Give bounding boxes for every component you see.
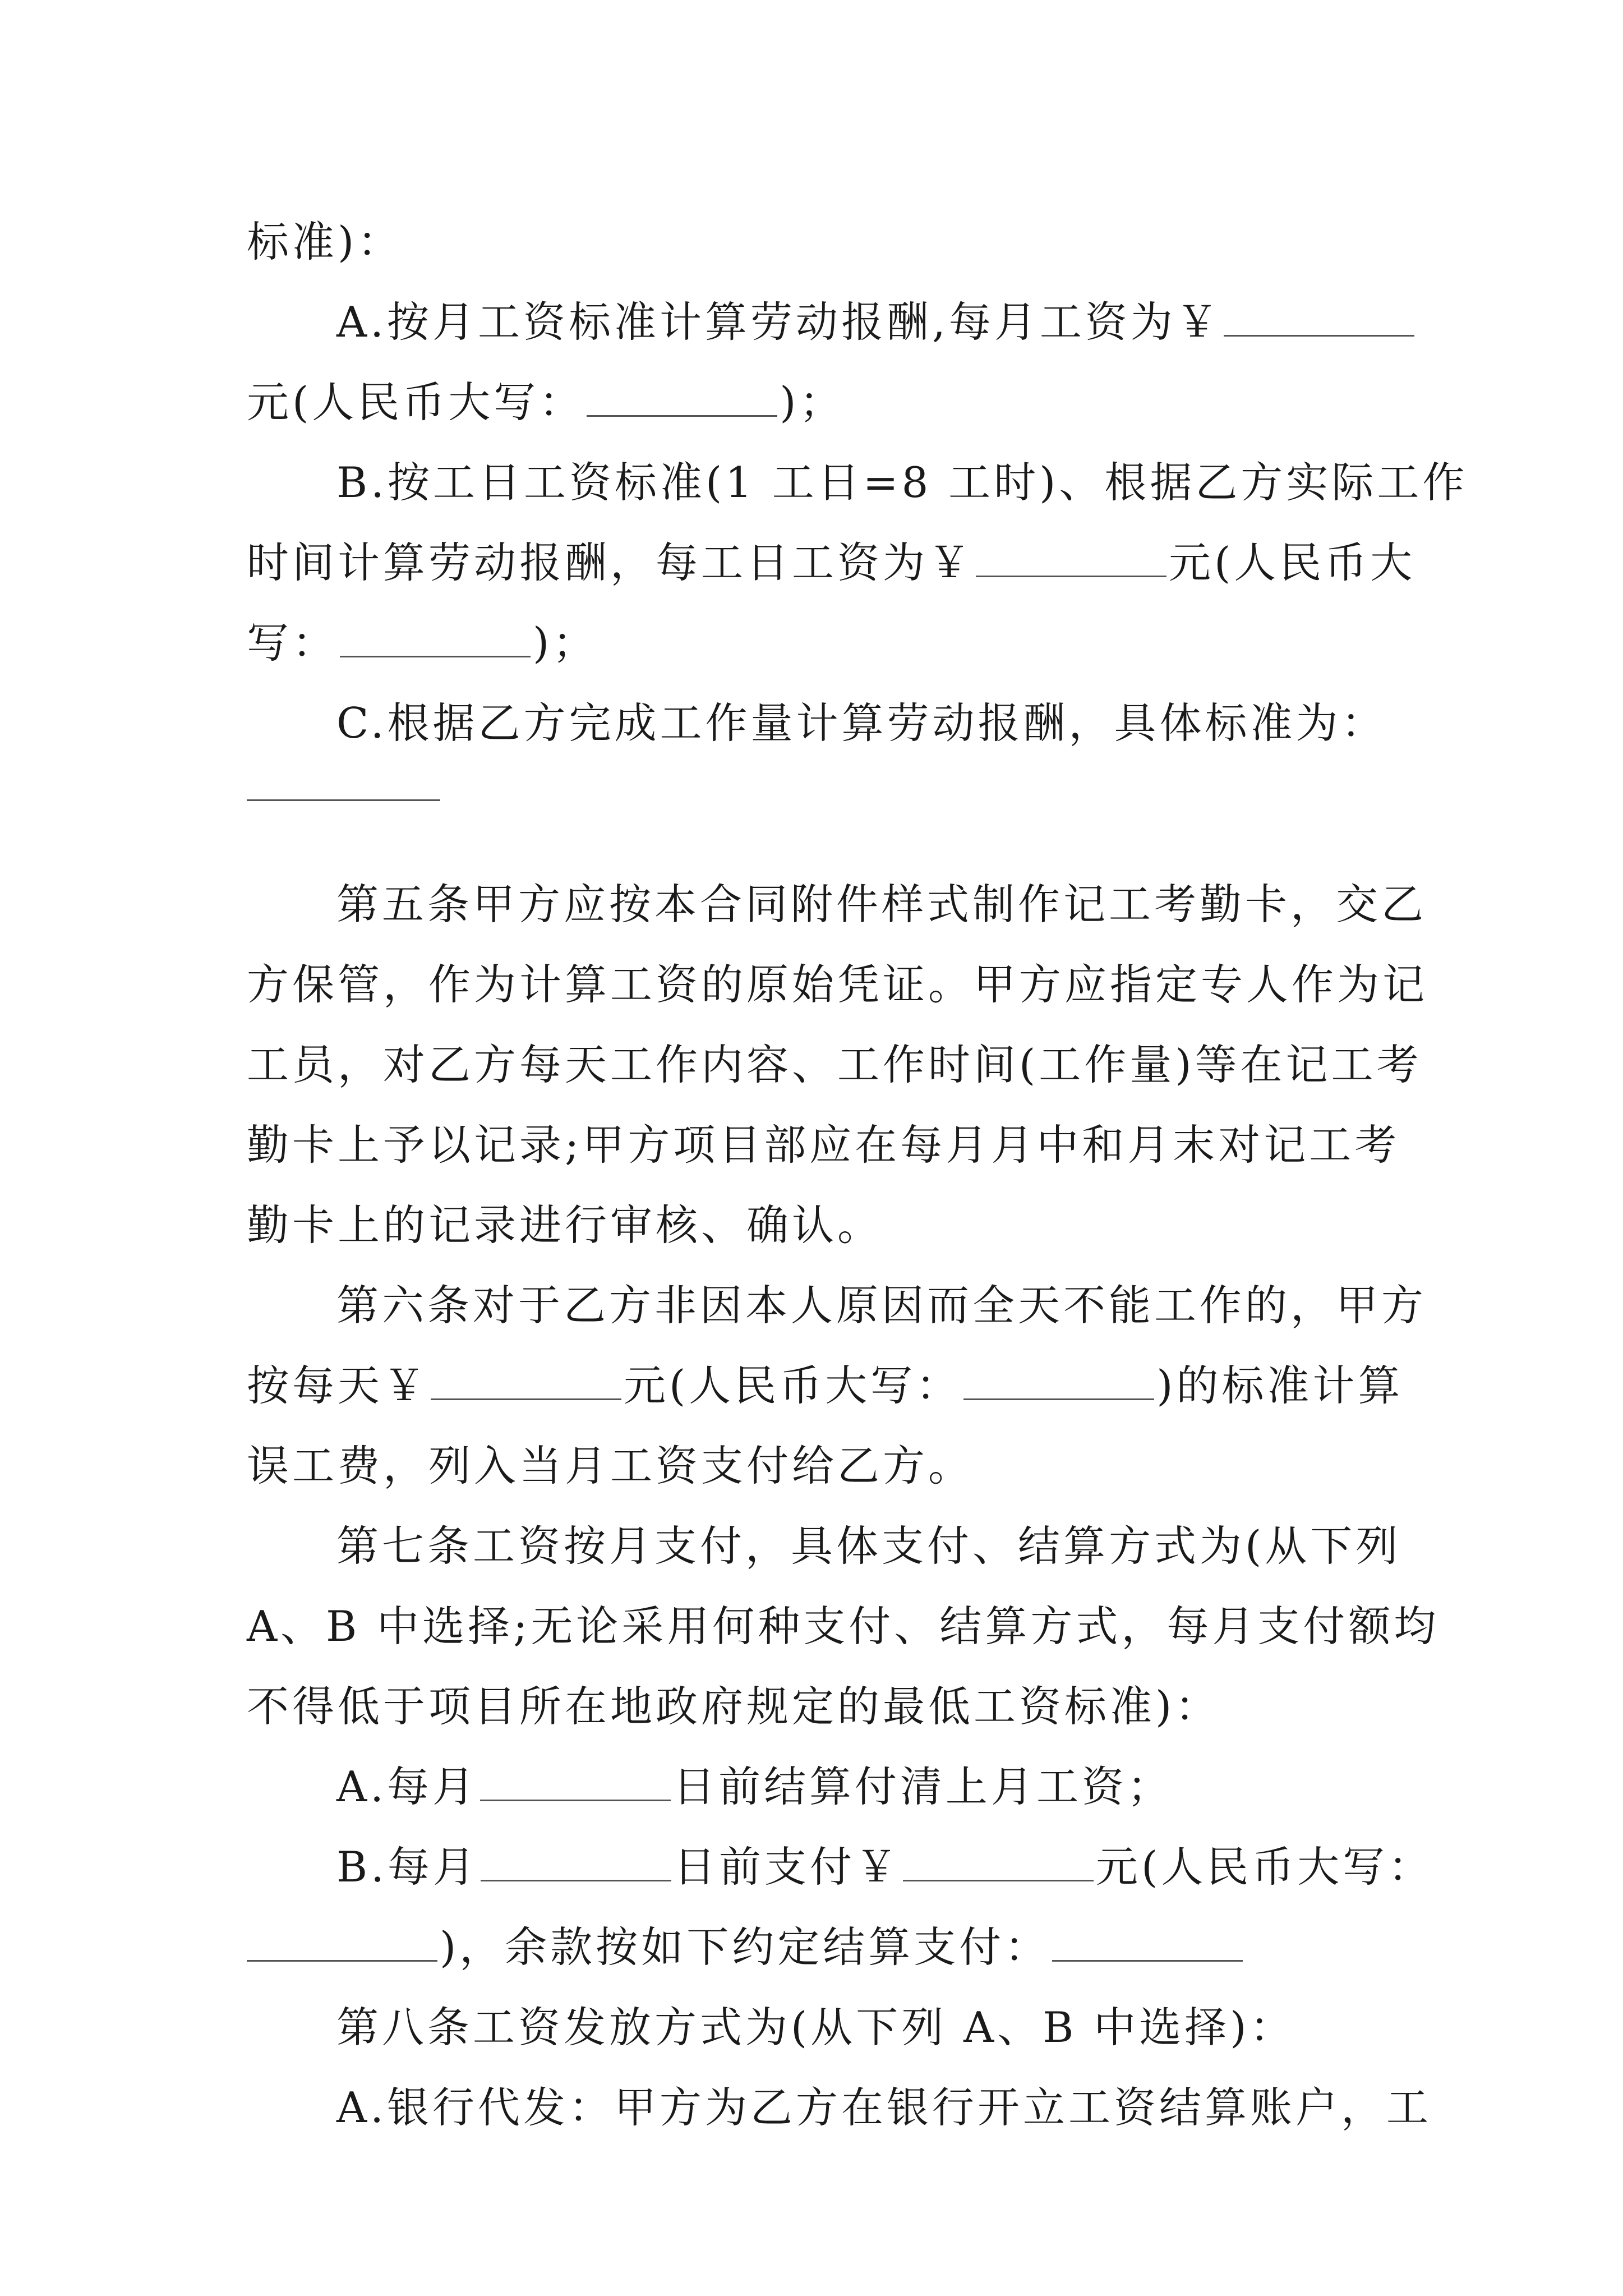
text-line xyxy=(247,523,1416,603)
text-segment: 元(人民币大写： xyxy=(624,1361,962,1410)
text-line xyxy=(247,202,1385,282)
text-segment: 元(人民币大写： xyxy=(1095,1842,1434,1892)
text-segment: A.银行代发：甲方为乙方在银行开立工资结算账户，工 xyxy=(336,2083,1432,2132)
fill-in-blank[interactable] xyxy=(431,1398,621,1400)
text-segment: 误工费，列入当月工资支付给乙方。 xyxy=(247,1441,974,1490)
fill-in-blank[interactable] xyxy=(963,1398,1154,1400)
text-segment: A.按月工资标准计算劳动报酬,每月工资为￥ xyxy=(336,297,1221,347)
fill-in-blank[interactable] xyxy=(587,415,777,417)
text-line xyxy=(247,1506,1401,1586)
text-segment: 第七条工资按月支付，具体支付、结算方式为(从下列 xyxy=(336,1521,1401,1571)
text-segment: 第八条工资发放方式为(从下列 A、B 中选择)： xyxy=(336,2003,1295,2052)
text-line xyxy=(247,864,1427,945)
text-line xyxy=(247,1025,1422,1105)
fill-in-blank[interactable] xyxy=(1052,1959,1243,1962)
fill-in-blank[interactable] xyxy=(247,1959,437,1962)
fill-in-blank[interactable] xyxy=(340,655,531,657)
text-segment: A.每月 xyxy=(336,1762,478,1811)
text-line xyxy=(247,1346,1404,1426)
text-segment: )； xyxy=(533,618,598,668)
text-line xyxy=(247,1105,1400,1185)
text-segment: B.按工日工资标准(1 工日=8 工时)、根据乙方实际工作 xyxy=(336,458,1468,507)
text-segment: )，余款按如下约定结算支付： xyxy=(440,1922,1050,1972)
text-segment: 时间计算劳动报酬，每工日工资为￥ xyxy=(247,538,974,587)
text-segment: 工员，对乙方每天工作内容、工作时间(工作量)等在记工考 xyxy=(247,1040,1422,1089)
text-segment: 标准)： xyxy=(247,217,403,266)
text-segment: 不得低于项目所在地政府规定的最低工资标准)： xyxy=(247,1682,1221,1731)
text-line xyxy=(247,1185,1385,1266)
text-line xyxy=(247,282,1385,362)
text-line xyxy=(247,1426,1385,1506)
text-line xyxy=(247,603,1385,683)
text-segment: 勤卡上的记录进行审核、确认。 xyxy=(247,1200,883,1250)
text-line xyxy=(247,2068,1432,2148)
text-line xyxy=(247,1667,1385,1747)
fill-in-blank[interactable] xyxy=(247,797,440,801)
text-segment: 第五条甲方应按本合同附件样式制作记工考勤卡，交乙 xyxy=(336,880,1427,929)
text-segment: A、B 中选择;无论采用何种支付、结算方式，每月支付额均 xyxy=(247,1602,1440,1651)
text-segment: )的标准计算 xyxy=(1156,1361,1404,1410)
text-line xyxy=(247,1747,1385,1827)
fill-in-blank[interactable] xyxy=(481,1879,671,1881)
fill-in-blank[interactable] xyxy=(976,575,1166,577)
text-segment: )； xyxy=(780,378,845,427)
text-segment: C.根据乙方完成工作量计算劳动报酬，具体标准为： xyxy=(336,698,1387,748)
contract-page xyxy=(247,202,1468,2148)
text-line xyxy=(247,1827,1434,1907)
fill-in-blank[interactable] xyxy=(480,1799,671,1801)
text-line xyxy=(247,1987,1385,2068)
text-segment: 写： xyxy=(247,618,338,668)
text-line xyxy=(247,1586,1440,1667)
text-segment: 元(人民币大 xyxy=(1169,538,1416,587)
fill-in-blank[interactable] xyxy=(1224,334,1414,337)
text-segment: 方保管，作为计算工资的原始凭证。甲方应指定专人作为记 xyxy=(247,960,1428,1009)
fill-in-blank[interactable] xyxy=(903,1879,1094,1881)
text-line xyxy=(247,945,1428,1025)
text-line xyxy=(247,1266,1427,1346)
text-segment: 按每天￥ xyxy=(247,1361,429,1410)
text-line xyxy=(247,797,1385,864)
text-segment: B.每月 xyxy=(336,1842,478,1892)
text-line xyxy=(247,362,1385,443)
text-segment: 第六条对于乙方非因本人原因而全天不能工作的，甲方 xyxy=(336,1281,1427,1330)
text-segment: 勤卡上予以记录;甲方项目部应在每月月中和月末对记工考 xyxy=(247,1120,1400,1170)
text-line xyxy=(247,1907,1385,1987)
text-segment: 元(人民币大写： xyxy=(247,378,585,427)
text-line xyxy=(247,443,1468,523)
text-segment: 日前结算付清上月工资； xyxy=(673,1762,1173,1811)
text-segment: 日前支付￥ xyxy=(673,1842,901,1892)
text-line xyxy=(247,683,1385,763)
